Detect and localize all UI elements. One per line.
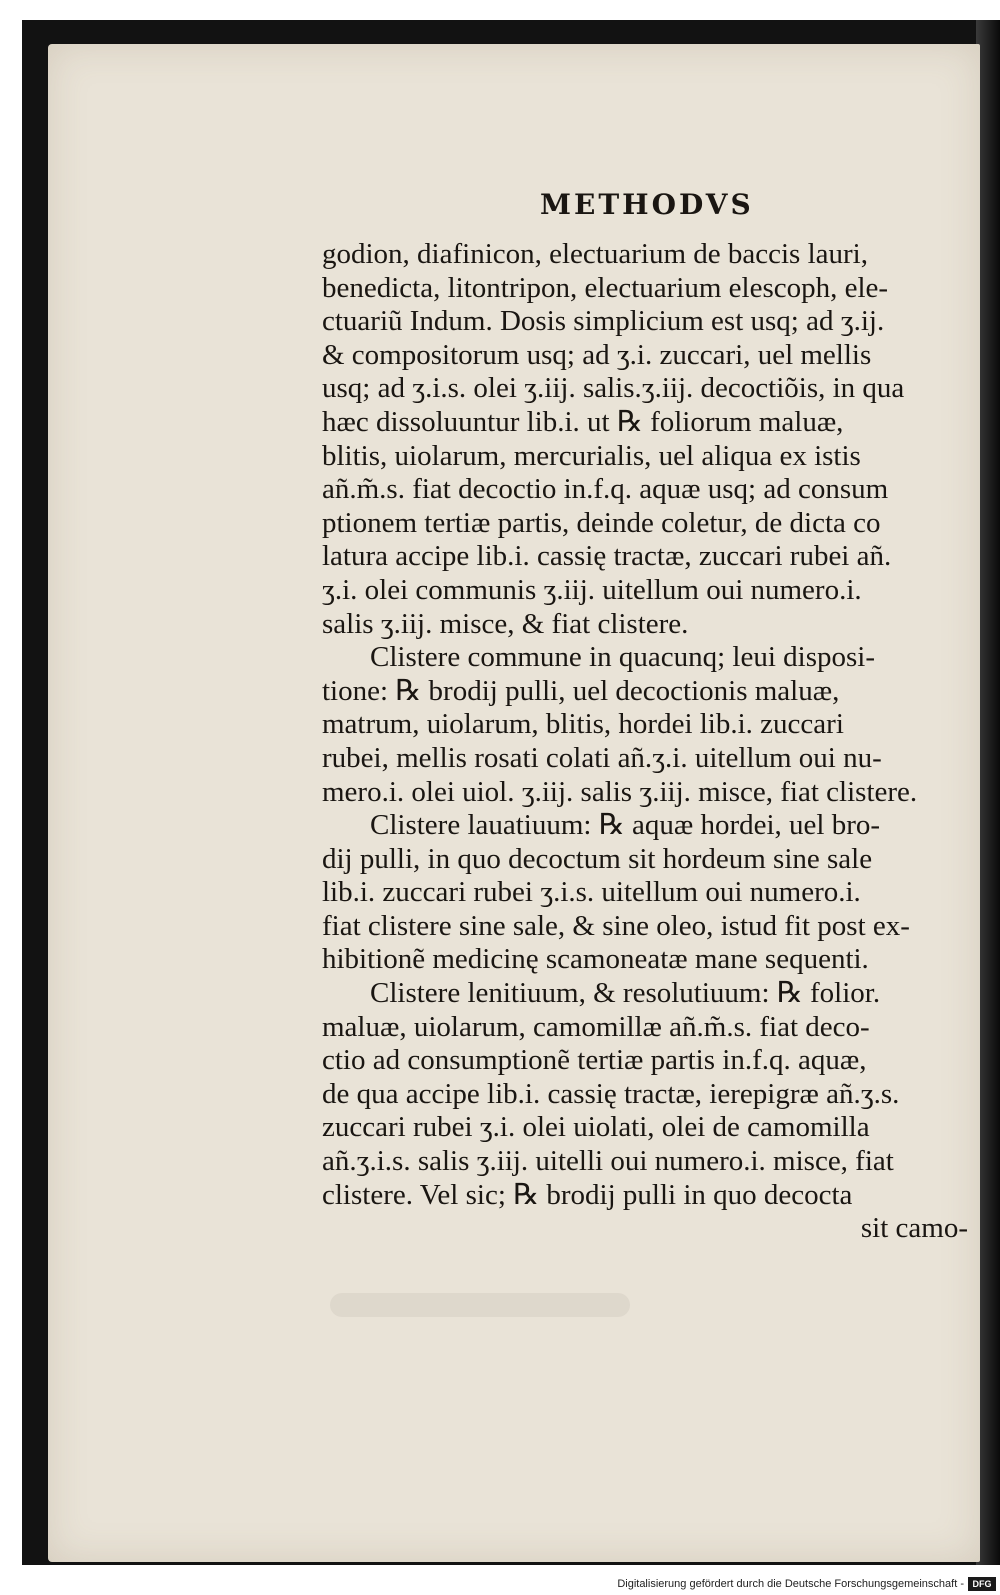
paragraph-start: Clistere lenitiuum, & resolutiuum: ℞ folior. (370, 977, 881, 1010)
text-line: usq; ad ʒ.i.s. olei ʒ.iij. salis.ʒ.iij. decoctiõis, in qua (322, 372, 905, 405)
text-line: hæc dissoluuntur lib.i. ut ℞ foliorum maluæ, (322, 405, 844, 438)
text-line: dij pulli, in quo decoctum sit hordeum sine sale (322, 842, 873, 875)
text-line: godion, diafinicon, electuarium de baccis lauri, (322, 238, 868, 270)
running-head: METHODVS (540, 188, 754, 221)
paragraph-start: Clistere commune in quacunq; leui disposi- (370, 641, 875, 674)
footer-bar (0, 1575, 1000, 1595)
text-line: ctuariũ Indum. Dosis simplicium est usq; ad ʒ.ij. (322, 305, 885, 338)
text-line: latura accipe lib.i. cassię tractæ, zuccari rubei añ. (322, 540, 892, 573)
text-line: fiat clistere sine sale, & sine oleo, istud fit post ex- (322, 909, 910, 942)
text-line: matrum, uiolarum, blitis, hordei lib.i. zuccari (322, 708, 844, 741)
text-line: zuccari rubei ʒ.i. olei uiolati, olei de camomilla (322, 1111, 870, 1144)
text-line: hibitionẽ medicinę scamoneatæ mane sequenti. (322, 943, 869, 976)
dfg-logo: DFG (968, 1577, 996, 1591)
paragraph-start: Clistere lauatiuum: ℞ aquæ hordei, uel bro- (370, 809, 881, 842)
text-line: mero.i. olei uiol. ʒ.iij. salis ʒ.iij. misce, fiat clistere. (322, 775, 918, 808)
text-line: ctio ad consumptionẽ tertiæ partis in.f.q. aquæ, (322, 1044, 867, 1077)
text-line: salis ʒ.iij. misce, & fiat clistere. (322, 607, 689, 640)
text-line: maluæ, uiolarum, camomillæ añ.m̃.s. fiat deco- (322, 1010, 870, 1043)
catchword: sit camo- (860, 1212, 968, 1245)
text-line: blitis, uiolarum, mercurialis, uel aliqua ex istis (322, 439, 861, 472)
text-block (322, 238, 998, 1246)
text-line: lib.i. zuccari rubei ʒ.i.s. uitellum oui numero.i. (322, 876, 861, 909)
text-line: tione: ℞ brodij pulli, uel decoctionis maluæ, (322, 674, 840, 707)
text-line: clistere. Vel sic; ℞ brodij pulli in quo decocta (322, 1178, 853, 1211)
text-line: añ.ʒ.i.s. salis ʒ.iij. uitelli oui numero.i. misce, fiat (322, 1145, 894, 1178)
text-line: añ.m̃.s. fiat decoctio in.f.q. aquæ usq; ad consum (322, 473, 889, 506)
text-line: benedicta, litontripon, electuarium elescoph, ele- (322, 271, 889, 304)
text-line: de qua accipe lib.i. cassię tractæ, ierepigræ añ.ʒ.s. (322, 1077, 900, 1110)
text-line: rubei, mellis rosati colati añ.ʒ.i. uitellum oui nu- (322, 741, 882, 774)
text-line: ʒ.i. olei communis ʒ.iij. uitellum oui numero.i. (322, 573, 862, 606)
offset-smudge (330, 1293, 630, 1317)
text-line: ptionem tertiæ partis, deinde coletur, de dicta co (322, 506, 881, 539)
footer-credit: Digitalisierung gefördert durch die Deutsche Forschungsgemeinschaft - (617, 1578, 964, 1590)
text-line: & compositorum usq; ad ʒ.i. zuccari, uel mellis (322, 338, 872, 371)
